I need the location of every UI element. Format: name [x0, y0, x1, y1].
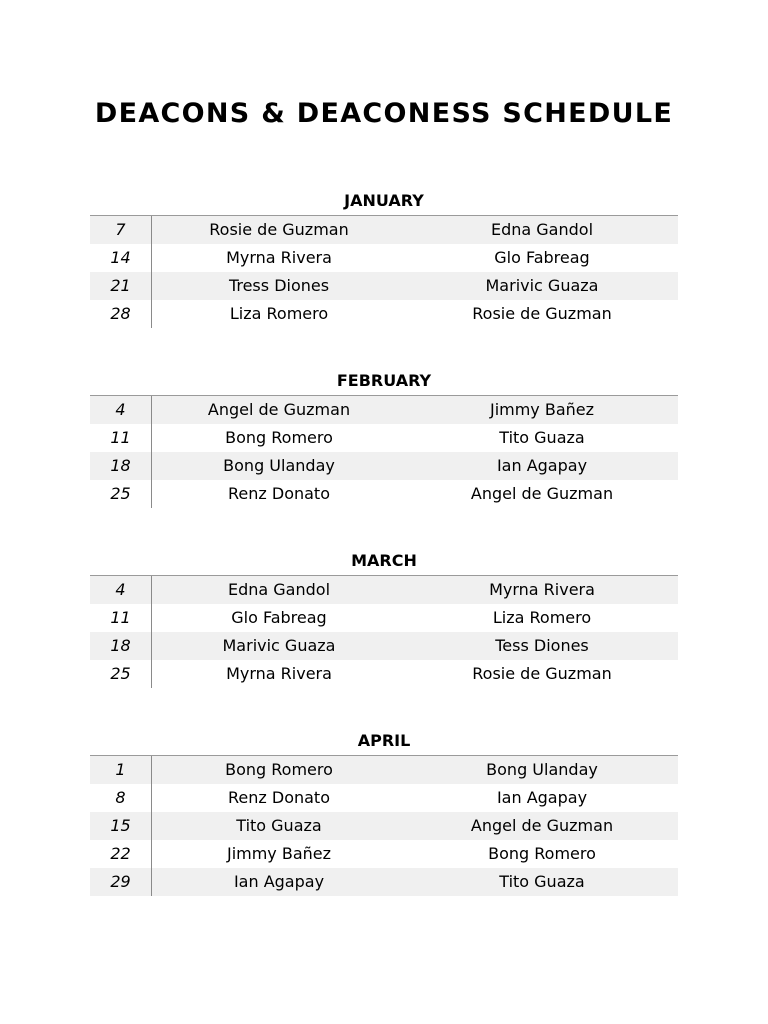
- deacon-cell: Liza Romero: [229, 304, 329, 323]
- deaconess-cell: Rosie de Guzman: [472, 304, 612, 323]
- table-row: [90, 840, 678, 868]
- deacon-cell: Edna Gandol: [227, 580, 331, 599]
- deacon-cell: Renz Donato: [228, 484, 330, 503]
- deacon-cell: Tito Guaza: [236, 816, 322, 835]
- deacon-cell: Renz Donato: [228, 788, 330, 807]
- day-cell: 18: [90, 452, 152, 480]
- table-row: [90, 784, 678, 812]
- day-cell: 25: [90, 480, 152, 508]
- page-title: DEACONS & DEACONESS SCHEDULE: [94, 98, 674, 129]
- deacon-cell: Angel de Guzman: [207, 400, 351, 419]
- month-heading: MARCH: [90, 548, 678, 576]
- deaconess-cell: Glo Fabreag: [494, 248, 590, 267]
- day-cell: 29: [90, 868, 152, 896]
- table-row: [90, 396, 678, 424]
- day-cell: 11: [90, 424, 152, 452]
- table-row: [90, 216, 678, 244]
- table-row: [90, 424, 678, 452]
- day-cell: 1: [90, 756, 152, 784]
- month-table-march: [90, 548, 678, 688]
- deaconess-cell: Rosie de Guzman: [472, 664, 612, 683]
- table-row: [90, 868, 678, 896]
- deaconess-cell: Angel de Guzman: [470, 484, 614, 503]
- table-row: [90, 300, 678, 328]
- deaconess-cell: Tess Diones: [495, 636, 589, 655]
- table-row: [90, 604, 678, 632]
- day-cell: 4: [90, 396, 152, 424]
- deacon-cell: Bong Ulanday: [223, 456, 335, 475]
- deaconess-cell: Liza Romero: [492, 608, 592, 627]
- deacon-cell: Bong Romero: [225, 428, 333, 447]
- deacon-cell: Marivic Guaza: [222, 636, 336, 655]
- day-cell: 8: [90, 784, 152, 812]
- deacon-cell: Myrna Rivera: [226, 664, 332, 683]
- deacon-cell: Tress Diones: [228, 276, 330, 295]
- deaconess-cell: Ian Agapay: [496, 456, 588, 475]
- day-cell: 28: [90, 300, 152, 328]
- deaconess-cell: Bong Romero: [488, 844, 596, 863]
- deacon-cell: Ian Agapay: [233, 872, 325, 891]
- table-row: [90, 452, 678, 480]
- day-cell: 14: [90, 244, 152, 272]
- day-cell: 25: [90, 660, 152, 688]
- deaconess-cell: Tito Guaza: [499, 872, 585, 891]
- day-cell: 4: [90, 576, 152, 604]
- deacon-cell: Rosie de Guzman: [209, 220, 349, 239]
- table-row: [90, 576, 678, 604]
- day-cell: 22: [90, 840, 152, 868]
- month-heading: JANUARY: [90, 188, 678, 216]
- day-cell: 7: [90, 216, 152, 244]
- deaconess-cell: Marivic Guaza: [485, 276, 599, 295]
- table-row: [90, 756, 678, 784]
- deaconess-cell: Angel de Guzman: [470, 816, 614, 835]
- month-table-april: [90, 728, 678, 896]
- day-cell: 21: [90, 272, 152, 300]
- table-row: [90, 480, 678, 508]
- deacon-cell: Jimmy Bañez: [226, 844, 332, 863]
- deacon-cell: Bong Romero: [225, 760, 333, 779]
- month-table-february: [90, 368, 678, 508]
- day-cell: 18: [90, 632, 152, 660]
- table-row: [90, 632, 678, 660]
- day-cell: 11: [90, 604, 152, 632]
- deaconess-cell: Ian Agapay: [496, 788, 588, 807]
- month-heading: APRIL: [90, 728, 678, 756]
- deaconess-cell: Edna Gandol: [490, 220, 594, 239]
- deaconess-cell: Myrna Rivera: [489, 580, 595, 599]
- table-row: [90, 244, 678, 272]
- deacon-cell: Myrna Rivera: [226, 248, 332, 267]
- deaconess-cell: Tito Guaza: [499, 428, 585, 447]
- deaconess-cell: Bong Ulanday: [486, 760, 598, 779]
- month-heading: FEBRUARY: [90, 368, 678, 396]
- table-row: [90, 812, 678, 840]
- deaconess-cell: Jimmy Bañez: [489, 400, 595, 419]
- deacon-cell: Glo Fabreag: [231, 608, 327, 627]
- day-cell: 15: [90, 812, 152, 840]
- table-row: [90, 272, 678, 300]
- table-row: [90, 660, 678, 688]
- month-table-january: [90, 188, 678, 328]
